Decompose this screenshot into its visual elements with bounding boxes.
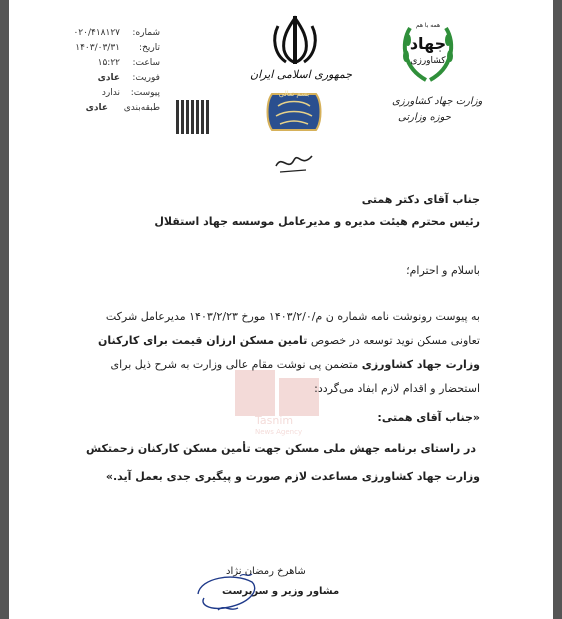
watermark-text: Tasnim [255, 414, 294, 427]
watermark [225, 370, 335, 440]
paragraph-line-3 [110, 358, 480, 371]
meta-time-value: ۱۵:۲۲ [97, 58, 120, 68]
signatory-title: مشاور وزیر و سرپرست [222, 586, 340, 597]
greeting: باسلام و احترام؛ [406, 264, 480, 277]
meta-date-row [60, 43, 160, 57]
watermark-sub: News Agency [255, 428, 303, 436]
paragraph-line-2-a: تعاونی مسکن نوید توسعه در خصوص [307, 334, 480, 347]
iran-emblem [268, 14, 322, 66]
signatory-name: شاهرخ رمضان نژاد [226, 566, 306, 577]
meta-classification-value: عادی [85, 103, 108, 113]
signature-calligraphy [272, 146, 316, 176]
meta-urgency-row [60, 73, 160, 87]
meta-number-label: شماره: [132, 28, 160, 38]
paragraph-line-2-b: تامین مسکن ارزان قیمت برای کارکنان [98, 334, 308, 347]
meta-attachment-row [60, 88, 160, 102]
left-border [0, 0, 9, 619]
meta-date-value: ۱۴۰۳/۰۳/۳۱ [75, 43, 120, 53]
meta-date-label: تاریخ: [139, 43, 160, 53]
paragraph-line-3-a: وزارت جهاد کشاورزی [361, 358, 480, 371]
meta-classification-label: طبقه‌بندی [123, 103, 160, 113]
meta-number-row [60, 28, 160, 42]
paragraph-line-3-b: متضمن پی نوشت مقام عالی وزارت به شرح ذیل برای [110, 358, 362, 371]
meta-urgency-label: فوریت: [132, 73, 160, 83]
quote-line-2: در راستای برنامه جهش ملی مسکن جهت تأمین مسکن کارکنان زحمتکش [85, 442, 476, 455]
ministry-logo-word2: کشاورزی [410, 56, 446, 66]
office-name: حوزه وزارتی [398, 112, 451, 123]
meta-time-row [60, 58, 160, 72]
qr-code [176, 100, 210, 134]
ministry-logo-word: جهاد [409, 34, 447, 53]
meta-attachment-label: پیوست: [130, 88, 160, 98]
recipient-title: رئیس محترم هیئت مدیره و مدیرعامل موسسه جهاد استقلال [154, 215, 480, 228]
ministry-name: وزارت جهاد کشاورزی [392, 96, 483, 107]
meta-time-label: ساعت: [132, 58, 160, 68]
meta-classification-row [60, 103, 160, 117]
paragraph-line-2 [98, 334, 480, 347]
blue-seal [262, 88, 326, 136]
ministry-logo-top: همه با هم [415, 22, 441, 29]
republic-text: جمهوری اسلامی ایران [250, 68, 353, 81]
right-border [553, 0, 562, 619]
seal-text: بسم تعالی [278, 90, 310, 98]
signature-stroke [194, 568, 260, 614]
ministry-logo [398, 18, 458, 84]
meta-number-value: ۰۲۰/۴۱۸۱۲۷ [73, 28, 120, 38]
quote-line-1: «جناب آقای همتی: [377, 411, 480, 424]
paragraph-line-4: استحضار و اقدام لازم ابفاد می‌گردد: [314, 382, 480, 395]
meta-attachment-value: ندارد [101, 88, 120, 98]
meta-urgency-value: عادی [97, 73, 120, 83]
quote-line-3: وزارت جهاد کشاورزی مساعدت لازم صورت و پیگیری جدی بعمل آید.» [105, 470, 480, 483]
paragraph-line-1: به پیوست رونوشت نامه شماره ن م/۱۴۰۳/۲/۰ مورخ ۱۴۰۳/۲/۲۳ مدیرعامل شرکت [105, 310, 480, 323]
recipient-name: جناب آقای دکتر همتی [361, 193, 480, 206]
